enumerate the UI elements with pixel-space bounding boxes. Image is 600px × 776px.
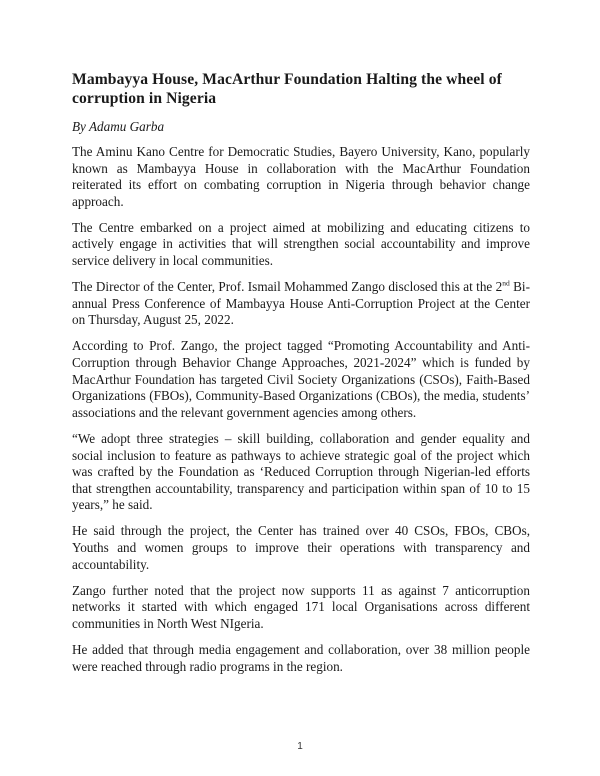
paragraph-3-text-end: Bi-annual Press Conference of Mambayya House Anti-Corruption Project at the Center on Thursday, August 25, 2022.: [72, 279, 530, 328]
article-byline: By Adamu Garba: [72, 119, 165, 134]
paragraph-1: The Aminu Kano Centre for Democratic Studies, Bayero University, Kano, popularly known as Mambayya House in collaboration with the MacArthur Foundation reiterated its effort on combating corruption in Nigeria through behavior change approach.: [72, 144, 530, 209]
paragraph-5: “We adopt three strategies – skill building, collaboration and gender equality and social inclusion to feature as pathways to achieve strategic goal of the project which was crafted by the Foundation as ‘Reduced Corruption through Nigerian-led efforts that strengthen accountability, transparency and participation within span of 10 to 15 years,” he said.: [72, 430, 530, 513]
page-number: 1: [297, 741, 303, 752]
paragraph-6: He said through the project, the Center has trained over 40 CSOs, FBOs, CBOs, Youths and women groups to improve their operations with transparency and accountability.: [72, 523, 530, 572]
paragraph-4: According to Prof. Zango, the project tagged “Promoting Accountability and Anti-Corruption through Behavior Change Approaches, 2021-2024” which is funded by MacArthur Foundation has targeted Civil Society Organizations (CSOs), Faith-Based Organizations (FBOs), Community-Based Organizations (CBOs), the media, students’ associations and the relevant government agencies among others.: [72, 338, 530, 420]
document-page: [72, 70, 530, 685]
paragraph-2: The Centre embarked on a project aimed at mobilizing and educating citizens to actively engage in activities that will strengthen social accountability and improve service delivery in local communities.: [72, 219, 530, 269]
article-title: Mambayya House, MacArthur Foundation Halting the wheel of corruption in Nigeria: [72, 71, 502, 107]
paragraph-8: He added that through media engagement and collaboration, over 38 million people were reached through radio programs in the region.: [72, 641, 530, 674]
paragraph-3: [72, 279, 530, 329]
paragraph-3-text-start: The Director of the Center, Prof. Ismail Mohammed Zango disclosed this at the 2: [72, 279, 503, 295]
ordinal-superscript: nd: [502, 278, 510, 288]
paragraph-7: Zango further noted that the project now supports 11 as against 7 anticorruption networks it started with which engaged 171 local Organisations across different communities in North West NIgeria.: [72, 582, 530, 631]
